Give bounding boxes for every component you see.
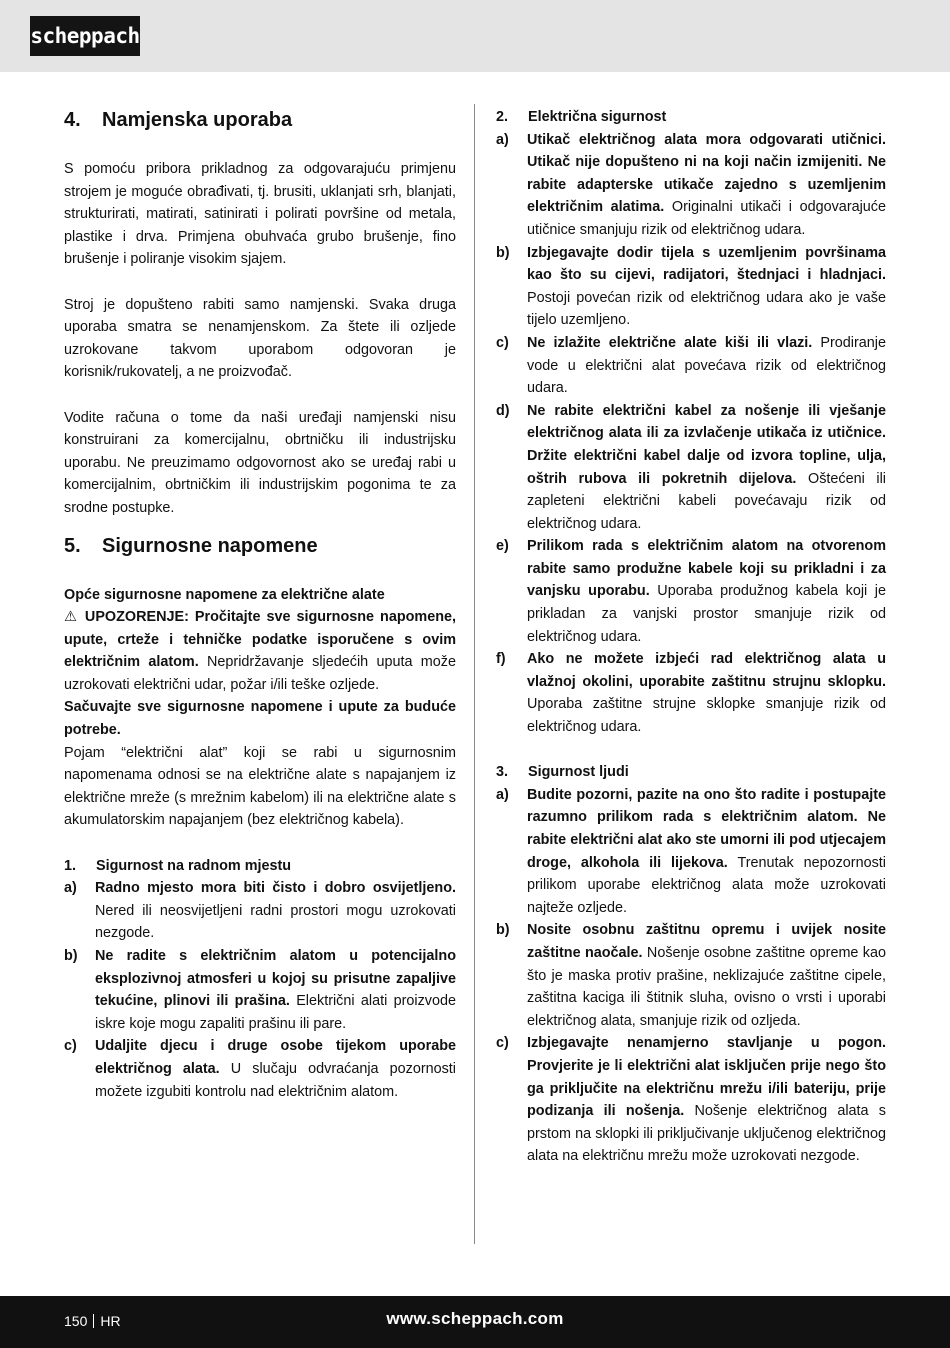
term-definition: Pojam “električni alat” koji se rabi u sigurnosnim napomenama odnosi se na električne alate s napajanjem iz električne mreže (s mrežnim kabelom) ili na električne alate s akumulatorskim napajanjem (bez električnog kabela). — [64, 744, 456, 829]
section-number: 4. — [64, 109, 81, 131]
item-text: Postoji povećan rizik od električnog udara ako je vaše tijelo uzemljeno. — [527, 289, 886, 329]
list-item — [496, 332, 886, 400]
item-text: Nered ili neosvijetljeni radni prostori mogu uzrokovati nezgode. — [95, 902, 456, 942]
subsection-number: 3. — [496, 764, 509, 781]
paragraph: S pomoću pribora prikladnog za odgovarajuću primjenu strojem je moguće obrađivati, tj. brusiti, uklanjati srh, blanjati, strukturirati, matirati, satinirati i polirati površine od metala, plastike i drva. Primjena obuhvaća grubo brušenje, fino brušenje i poliranje visokim sjajem. — [64, 161, 456, 268]
page-number: 150 — [64, 1313, 88, 1329]
item-bold: Nosite osobnu zaštitnu opremu i uvijek nosite zaštitne naočale. — [527, 922, 886, 961]
page-footer — [0, 1296, 950, 1348]
list-item — [496, 919, 886, 1032]
right-column — [496, 106, 886, 1168]
section-5-heading — [64, 532, 456, 560]
item-text: Električni alati proizvode iskre koje mogu zapaliti prašinu ili pare. — [95, 993, 457, 1032]
item-bold: Budite pozorni, pazite na ono što radite i postupajte razumno prilikom rada s električnim alatom. Ne rabite električni alat ako ste umorni ili pod utjecajem droge, alkohola ili lijekova. — [527, 786, 886, 871]
list-item — [496, 400, 886, 536]
item-text: U slučaju odvraćanja pozornosti možete izgubiti kontrolu nad električnim alatom. — [95, 1060, 457, 1100]
subsection-number: 2. — [496, 109, 509, 125]
warning-text: Nepridržavanje sljedećih uputa može uzrokovati električni udar, požar i/ili teške ozljede. — [64, 654, 456, 693]
language-code: HR — [100, 1313, 121, 1329]
list-item — [64, 1035, 456, 1103]
item-letter: b) — [496, 244, 510, 261]
item-letter: c) — [496, 1035, 509, 1052]
item-bold: Ne rabite električni kabel za nošenje ili vješanje električnog alata ili za izvlačenje utikača iz utičnice. Držite električni kabel dalje od izvora topline, ulja, oštrih rubova ili pokretnih dijelova. — [527, 402, 886, 487]
section-title: Namjenska uporaba — [102, 109, 293, 131]
item-letter: c) — [496, 334, 509, 351]
item-bold: Ne izlažite električne alate kiši ili vlazi. — [527, 334, 813, 351]
subsection-heading — [496, 761, 886, 784]
item-bold: Utikač električnog alata mora odgovarati utičnici. Utikač nije dopušteno ni na koji način izmijeniti. Ne rabite adapterske utikače zajedno s uzemljenim električnim alatima. — [527, 131, 886, 216]
item-bold: Ako ne možete izbjeći rad električnog alata u vlažnoj okolini, uporabite zaštitnu strujnu sklopku. — [527, 651, 886, 690]
subsection-number: 1. — [64, 857, 77, 874]
item-letter: e) — [496, 538, 509, 555]
item-text: Prodiranje vode u električni alat povećava rizik od električnog udara. — [527, 334, 886, 397]
warning-icon: ⚠ — [64, 609, 79, 626]
website-url: www.scheppach.com — [386, 1309, 564, 1328]
item-text: Originalni utikači i odgovarajuće utičnice smanjuju rizik od električnog udara. — [527, 199, 887, 238]
list-item — [64, 877, 456, 945]
item-text: Trenutak nepozornosti prilikom uporabe električnog alata može uzrokovati najteže ozljede. — [527, 854, 886, 916]
warning-paragraph — [64, 606, 456, 696]
list-item — [496, 242, 886, 332]
item-bold: Izbjegavajte dodir tijela s uzemljenim površinama kao što su cijevi, radijatori, štednjaci i hladnjaci. — [527, 244, 886, 284]
paragraph: Stroj je dopušteno rabiti samo namjenski. Svaka druga uporaba smatra se nenamjenskom. Za štete ili ozljede uzrokovane takvom uporabom odgovoran je korisnik/rukovatelj, a ne proizvođač. — [64, 296, 456, 381]
paragraph: Vodite računa o tome da naši uređaji namjenski nisu konstruirani za komercijalnu, obrtničku ili industrijsku uporabu. Ne preuzimamo odgovornost ako se uređaj rabi u komercijalnim, obrtničkim ili industrijskim pogonima te za srodne postupke. — [64, 409, 456, 516]
subsection-heading — [496, 106, 886, 129]
item-letter: d) — [496, 402, 510, 419]
item-bold: Udaljite djecu i druge osobe tijekom uporabe električnog alata. — [95, 1038, 456, 1077]
section-number: 5. — [64, 534, 81, 557]
general-safety-title: Opće sigurnosne napomene za električne alate — [64, 586, 385, 603]
item-text: Nošenje električnog alata s prstom na sklopki ili priključivanje uključenog električnog alata na električnu mrežu može uzrokovati nezgode. — [527, 1103, 886, 1165]
list-item — [496, 1032, 886, 1168]
item-letter: f) — [496, 651, 506, 668]
item-letter: a) — [496, 131, 509, 148]
item-bold: Ne radite s električnim alatom u potencijalno eksplozivnoj atmosferi u kojoj su prisutne zapaljive tekućine, plinovi ili prašina. — [95, 948, 456, 1010]
warning-bold: UPOZORENJE: Pročitajte sve sigurnosne napomene, upute, crteže i tehničke podatke isporučene s ovim električnim alatom. — [64, 609, 456, 671]
item-letter: b) — [496, 922, 510, 939]
item-letter: a) — [496, 786, 509, 803]
item-letter: b) — [64, 948, 78, 964]
list-item — [496, 535, 886, 648]
item-letter: c) — [64, 1038, 77, 1055]
list-item — [64, 945, 456, 1035]
item-text: Oštećeni ili zapleteni električni kabeli povećavaju rizik od električnog udara. — [527, 470, 886, 532]
item-bold: Prilikom rada s električnim alatom na otvorenom rabite samo produžne kabele koji su prikladni i za vanjsku uporabu. — [527, 538, 886, 600]
list-item — [496, 648, 886, 738]
item-text: Nošenje osobne zaštitne opreme kao što je maska protiv prašine, neklizajuće zaštitne cipele, zaštitna kaciga ili štitnik sluha, ovisno o vrsti i uporabi električnog alata, smanjuje rizik od ozljeda. — [527, 944, 887, 1029]
page-header — [0, 0, 950, 72]
item-bold: Radno mjesto mora biti čisto i dobro osvijetljeno. — [95, 880, 456, 897]
brand-logo: scheppach — [30, 16, 140, 56]
subsection-title: Sigurnost na radnom mjestu — [96, 857, 292, 874]
list-item — [496, 784, 886, 920]
list-item — [496, 129, 886, 242]
item-text: Uporaba produžnog kabela koji je prikladan za vanjski prostor smanjuje rizik od električnog udara. — [527, 583, 886, 645]
item-letter: a) — [64, 880, 77, 897]
subsection-title: Sigurnost ljudi — [528, 764, 629, 781]
section-title: Sigurnosne napomene — [102, 534, 318, 557]
subsection-title: Električna sigurnost — [528, 109, 667, 125]
item-bold: Izbjegavajte nenamjerno stavljanje u pogon. Provjerite je li električni alat isključen prije nego što ga priključite na električnu mrežu i/ili bateriju, prije podizanja ili nošenja. — [527, 1035, 886, 1120]
left-column — [64, 106, 456, 1103]
item-text: Uporaba zaštitne strujne sklopke smanjuje rizik od električnog udara. — [527, 696, 886, 736]
subsection-heading — [64, 855, 456, 878]
column-divider — [474, 104, 475, 1244]
keep-instructions: Sačuvajte sve sigurnosne napomene i upute za buduće potrebe. — [64, 699, 456, 739]
section-4-heading — [64, 106, 456, 134]
